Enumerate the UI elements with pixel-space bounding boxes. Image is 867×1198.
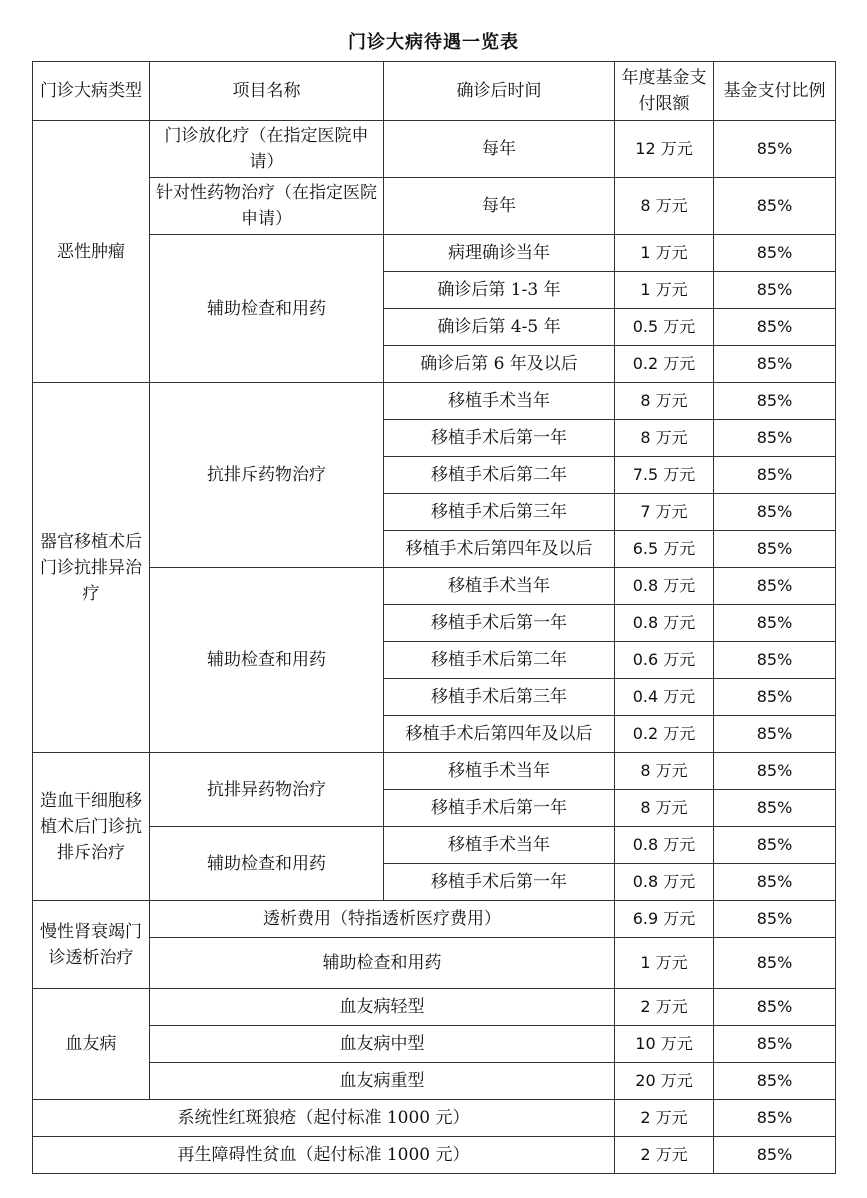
table-row	[33, 989, 836, 1026]
limit-cell: 0.8 万元	[615, 605, 714, 642]
time-cell: 移植手术后第一年	[384, 605, 615, 642]
limit-cell: 2 万元	[615, 1100, 714, 1137]
ratio-cell: 85%	[714, 420, 836, 457]
type-cell-tumor: 恶性肿瘤	[33, 121, 150, 383]
ratio-cell: 85%	[714, 568, 836, 605]
limit-cell: 0.4 万元	[615, 679, 714, 716]
time-cell: 每年	[384, 178, 615, 235]
table-row	[33, 178, 836, 235]
ratio-cell: 85%	[714, 790, 836, 827]
ratio-cell: 85%	[714, 1063, 836, 1100]
limit-cell: 8 万元	[615, 790, 714, 827]
item-cell: 抗排斥药物治疗	[150, 383, 384, 568]
time-cell: 移植手术后第一年	[384, 420, 615, 457]
table-row	[33, 568, 836, 605]
time-cell: 移植手术后第一年	[384, 790, 615, 827]
item-cell: 门诊放化疗（在指定医院申请）	[150, 121, 384, 178]
limit-cell: 1 万元	[615, 272, 714, 309]
table-row	[33, 1026, 836, 1063]
time-cell: 病理确诊当年	[384, 235, 615, 272]
ratio-cell: 85%	[714, 1100, 836, 1137]
item-cell: 辅助检查和用药	[150, 568, 384, 753]
limit-cell: 8 万元	[615, 753, 714, 790]
table-row	[33, 1137, 836, 1174]
item-cell: 辅助检查和用药	[150, 235, 384, 383]
header-time: 确诊后时间	[384, 62, 615, 121]
limit-cell: 0.2 万元	[615, 346, 714, 383]
limit-cell: 8 万元	[615, 383, 714, 420]
limit-cell: 0.8 万元	[615, 864, 714, 901]
time-cell: 移植手术当年	[384, 568, 615, 605]
item-cell-lupus: 系统性红斑狼疮（起付标准 1000 元）	[33, 1100, 615, 1137]
time-cell: 确诊后第 6 年及以后	[384, 346, 615, 383]
time-cell: 移植手术后第一年	[384, 864, 615, 901]
limit-cell: 8 万元	[615, 420, 714, 457]
header-ratio: 基金支付比例	[714, 62, 836, 121]
limit-cell: 6.5 万元	[615, 531, 714, 568]
item-cell: 透析费用（特指透析医疗费用）	[150, 901, 615, 938]
limit-cell: 1 万元	[615, 235, 714, 272]
time-cell: 移植手术当年	[384, 753, 615, 790]
item-cell: 血友病轻型	[150, 989, 615, 1026]
limit-cell: 0.2 万元	[615, 716, 714, 753]
limit-cell: 6.9 万元	[615, 901, 714, 938]
ratio-cell: 85%	[714, 605, 836, 642]
type-cell-stem: 造血干细胞移植术后门诊抗排斥治疗	[33, 753, 150, 901]
ratio-cell: 85%	[714, 642, 836, 679]
time-cell: 移植手术后第三年	[384, 494, 615, 531]
limit-cell: 0.8 万元	[615, 827, 714, 864]
limit-cell: 2 万元	[615, 989, 714, 1026]
item-cell: 针对性药物治疗（在指定医院申请）	[150, 178, 384, 235]
header-type: 门诊大病类型	[33, 62, 150, 121]
ratio-cell: 85%	[714, 901, 836, 938]
limit-cell: 2 万元	[615, 1137, 714, 1174]
ratio-cell: 85%	[714, 272, 836, 309]
ratio-cell: 85%	[714, 346, 836, 383]
time-cell: 移植手术当年	[384, 827, 615, 864]
table-row	[33, 827, 836, 864]
benefit-table	[32, 61, 836, 1174]
time-cell: 移植手术当年	[384, 383, 615, 420]
ratio-cell: 85%	[714, 938, 836, 989]
table-row	[33, 753, 836, 790]
item-cell: 血友病中型	[150, 1026, 615, 1063]
ratio-cell: 85%	[714, 679, 836, 716]
ratio-cell: 85%	[714, 121, 836, 178]
limit-cell: 0.6 万元	[615, 642, 714, 679]
time-cell: 移植手术后第二年	[384, 457, 615, 494]
ratio-cell: 85%	[714, 383, 836, 420]
type-cell-kidney: 慢性肾衰竭门诊透析治疗	[33, 901, 150, 989]
item-cell-anemia: 再生障碍性贫血（起付标准 1000 元）	[33, 1137, 615, 1174]
table-row	[33, 383, 836, 420]
ratio-cell: 85%	[714, 309, 836, 346]
ratio-cell: 85%	[714, 716, 836, 753]
time-cell: 确诊后第 4-5 年	[384, 309, 615, 346]
limit-cell: 0.8 万元	[615, 568, 714, 605]
item-cell: 辅助检查和用药	[150, 938, 615, 989]
header-limit: 年度基金支付限额	[615, 62, 714, 121]
time-cell: 确诊后第 1-3 年	[384, 272, 615, 309]
type-cell-hemo: 血友病	[33, 989, 150, 1100]
table-row	[33, 121, 836, 178]
time-cell: 移植手术后第三年	[384, 679, 615, 716]
page-title: 门诊大病待遇一览表	[348, 32, 519, 53]
ratio-cell: 85%	[714, 1026, 836, 1063]
limit-cell: 10 万元	[615, 1026, 714, 1063]
limit-cell: 20 万元	[615, 1063, 714, 1100]
ratio-cell: 85%	[714, 864, 836, 901]
table-row	[33, 1100, 836, 1137]
time-cell: 移植手术后第四年及以后	[384, 716, 615, 753]
ratio-cell: 85%	[714, 457, 836, 494]
time-cell: 移植手术后第四年及以后	[384, 531, 615, 568]
ratio-cell: 85%	[714, 531, 836, 568]
limit-cell: 12 万元	[615, 121, 714, 178]
ratio-cell: 85%	[714, 989, 836, 1026]
header-row	[33, 62, 836, 121]
ratio-cell: 85%	[714, 235, 836, 272]
ratio-cell: 85%	[714, 1137, 836, 1174]
table-row	[33, 1063, 836, 1100]
item-cell: 辅助检查和用药	[150, 827, 384, 901]
limit-cell: 7 万元	[615, 494, 714, 531]
ratio-cell: 85%	[714, 753, 836, 790]
table-row	[33, 901, 836, 938]
limit-cell: 7.5 万元	[615, 457, 714, 494]
table-row	[33, 938, 836, 989]
limit-cell: 1 万元	[615, 938, 714, 989]
type-cell-organ: 器官移植术后门诊抗排异治疗	[33, 383, 150, 753]
time-cell: 每年	[384, 121, 615, 178]
item-cell: 血友病重型	[150, 1063, 615, 1100]
limit-cell: 0.5 万元	[615, 309, 714, 346]
limit-cell: 8 万元	[615, 178, 714, 235]
table-row	[33, 235, 836, 272]
item-cell: 抗排异药物治疗	[150, 753, 384, 827]
ratio-cell: 85%	[714, 827, 836, 864]
header-item: 项目名称	[150, 62, 384, 121]
ratio-cell: 85%	[714, 494, 836, 531]
ratio-cell: 85%	[714, 178, 836, 235]
time-cell: 移植手术后第二年	[384, 642, 615, 679]
